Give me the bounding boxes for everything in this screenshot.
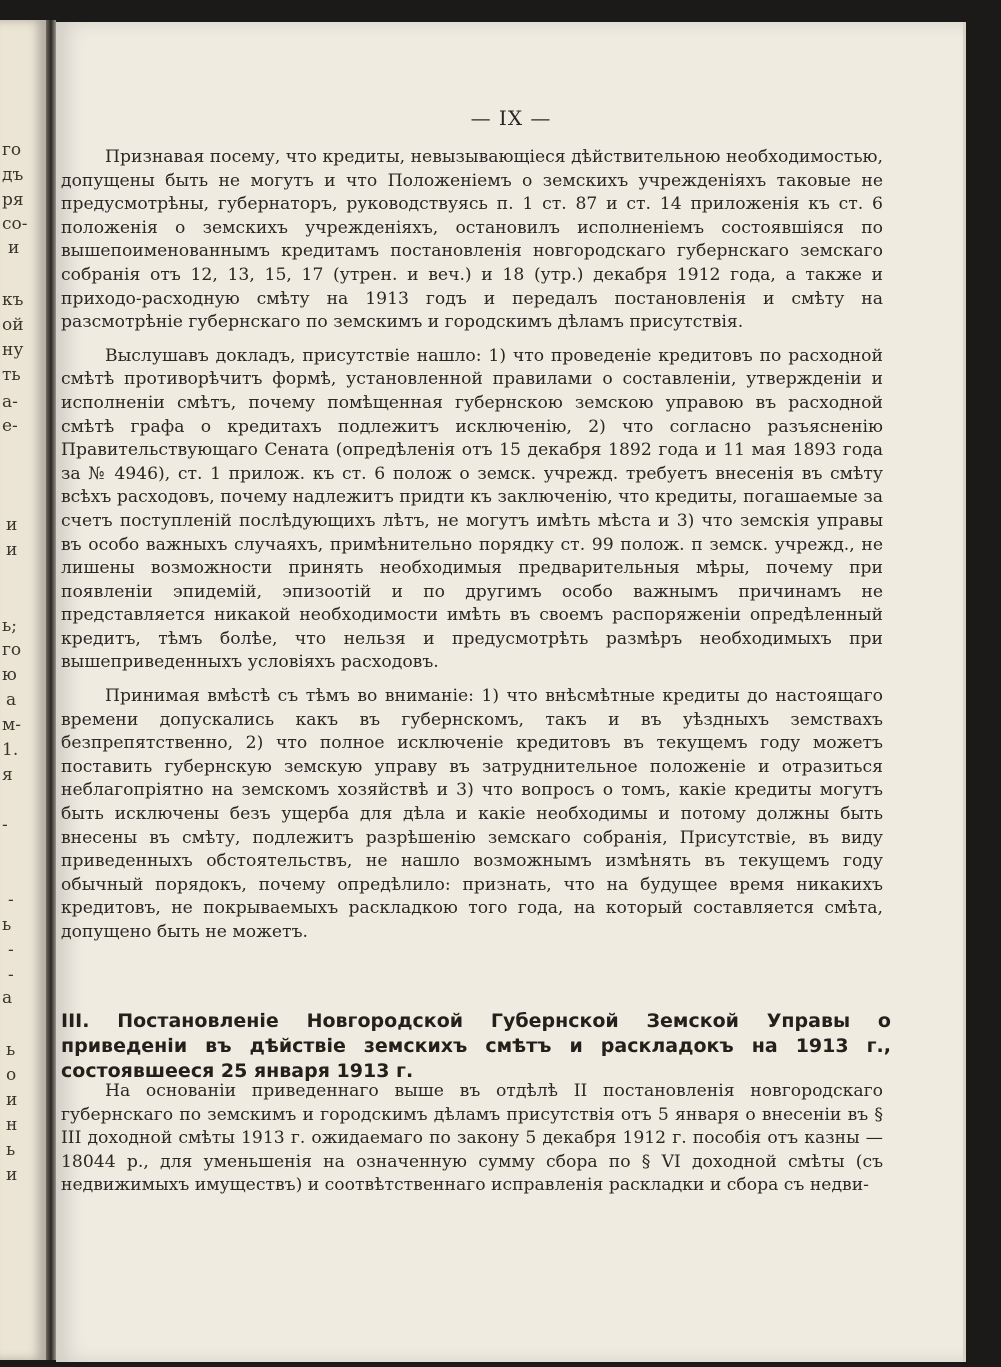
page-right-edge	[963, 22, 966, 1362]
left-page-fragment: го	[2, 140, 22, 160]
left-page-fragment: со-	[2, 214, 28, 234]
left-page-fragment: а	[6, 690, 17, 710]
book-spine	[46, 20, 56, 1360]
left-page-fragment: о	[6, 1065, 17, 1085]
left-page-fragment: -	[2, 815, 8, 835]
section-heading: III. Постановленіе Новгородской Губернской Земской Управы о приведеніи въ дѣйствіе земскихъ смѣтъ и раскладокъ на 1913 г., состоявшееся 25 января 1913 г.	[61, 1010, 891, 1082]
left-page-fragment: ю	[2, 665, 17, 685]
main-text	[61, 146, 883, 955]
left-page-fragment: ть	[2, 365, 21, 385]
left-page-fragment: ь	[6, 1040, 16, 1060]
left-page-fragment: ну	[2, 340, 24, 360]
left-page-fragment: а	[2, 988, 13, 1008]
paragraph-presence-findings: Выслушавъ докладъ, присутствіе нашло: 1) что проведеніе кредитовъ по расходной смѣтѣ противорѣчитъ формѣ, установленной правилами о составленіи, утвержденіи и исполненіи смѣтъ, почему помѣщенная губернскою земскою управою въ расходной смѣтѣ графа о кредитахъ подлежитъ исключенію, 2) что согласно разъясненію Правительствующаго Сената (опредѣленія отъ 15 декабря 1892 года и 11 мая 1893 года за № 4946), ст. 1 прилож. къ ст. 6 полож о земск. учрежд. требуетъ внесенія въ смѣту всѣхъ расходовъ, почему надлежитъ придти къ заключенію, что кредиты, погашаемые за счетъ поступленій послѣдующихъ лѣтъ, не могутъ имѣть мѣста и 3) что земскія управы въ особо важныхъ случаяхъ, примѣнительно порядку ст. 99 полож. п земск. учрежд., не лишены возможности принять необходимыя предварительныя мѣры, почему при появленіи эпидемій, эпизоотій и по другимъ особо важнымъ причинамъ не представляется никакой необходимости имѣть въ своемъ распоряженіи опредѣленный кредитъ, тѣмъ болѣе, что нельзя и предусмотрѣть размѣръ необходимыхъ при вышеприведенныхъ условіяхъ расходовъ.	[61, 345, 883, 673]
left-page-fragment: м-	[2, 715, 21, 735]
left-page-fragment: го	[2, 640, 22, 660]
left-page-fragment: ь	[6, 1140, 16, 1160]
left-page-fragment: къ	[2, 290, 24, 310]
left-page-fragment: е-	[2, 416, 18, 436]
left-page-fragment: и	[6, 515, 18, 535]
left-page-fragment: -	[8, 940, 14, 960]
left-page-fragment: ь;	[2, 616, 17, 636]
paragraph-governor-decision: Признавая посему, что кредиты, невызывающіеся дѣйствительною необходимостью, допущены быть не могутъ и что Положеніемъ о земскихъ учрежденіяхъ таковые не предусмотрѣны, губернаторъ, руководствуясь п. 1 ст. 87 и ст. 14 приложенія къ ст. 6 положенія о земскихъ учрежденіяхъ, остановилъ исполненіемъ состоявшіяся по вышепоименованнымъ кредитамъ постановленія новгородскаго губернскаго земскаго собранія отъ 12, 13, 15, 17 (утрен. и веч.) и 18 (утр.) декабря 1912 года, а также и приходо-расходную смѣту на 1913 годъ и передалъ постановленія и смѣту на разсмотрѣніе губернскаго по земскимъ и городскимъ дѣламъ присутствія.	[61, 147, 883, 333]
left-page-fragment: я	[2, 765, 13, 785]
left-page-fragment: -	[8, 890, 14, 910]
paragraph-closing: На основаніи приведеннаго выше въ отдѣлѣ II постановленія новгородскаго губернскаго по земскимъ и городскимъ дѣламъ присутствія отъ 5 января о внесеніи въ § III доходной смѣты 1913 г. ожидаемаго по закону 5 декабря 1912 г. пособія отъ казны — 18044 р., для уменьшенія на означенную сумму сбора по § VI доходной смѣты (съ недвижимыхъ имуществъ) и соотвѣтственнаго исправленія раскладки и сбора съ недви-	[61, 1081, 883, 1196]
left-page-fragment: ой	[2, 315, 24, 335]
document-page	[56, 22, 966, 1362]
left-page-fragment: ря	[2, 190, 24, 210]
left-page-fragment: и	[6, 540, 18, 560]
left-page-fragment: и	[6, 1090, 18, 1110]
left-page-fragment: и	[6, 1165, 18, 1185]
left-page-fragment: дъ	[2, 165, 24, 185]
left-page-fragment: и	[8, 238, 20, 258]
left-page-fragment: 1.	[2, 740, 19, 760]
left-page-fragment: н	[6, 1115, 18, 1135]
paragraph-presence-resolution: Принимая вмѣстѣ съ тѣмъ во вниманіе: 1) что внѣсмѣтные кредиты до настоящаго времени допускались какъ въ губернскомъ, такъ и въ уѣздныхъ земствахъ безпрепятственно, 2) что полное исключеніе кредитовъ въ текущемъ году можетъ поставить губернскую земскую управу въ затруднительное положеніе и отразиться неблагопріятно на земскомъ хозяйствѣ и 3) что вопросъ о томъ, какіе кредиты могутъ быть исключены безъ ущерба для дѣла и какіе необходимы и потому должны быть внесены въ смѣту, подлежитъ разрѣшенію земскаго собранія, Присутствіе, въ виду приведенныхъ обстоятельствъ, не нашло возможнымъ измѣнять въ текущемъ году обычный порядокъ, почему опредѣлило: признать, что на будущее время никакихъ кредитовъ, не покрываемыхъ раскладкою того года, на который составляется смѣта, допущено быть не можетъ.	[61, 686, 883, 942]
closing-text	[61, 1080, 883, 1208]
left-page-edge	[0, 20, 46, 1360]
left-page-fragment: ь	[2, 915, 12, 935]
left-page-fragment: -	[8, 965, 14, 985]
page-number: — IX —	[470, 106, 552, 130]
left-page-fragment: а-	[2, 392, 18, 412]
